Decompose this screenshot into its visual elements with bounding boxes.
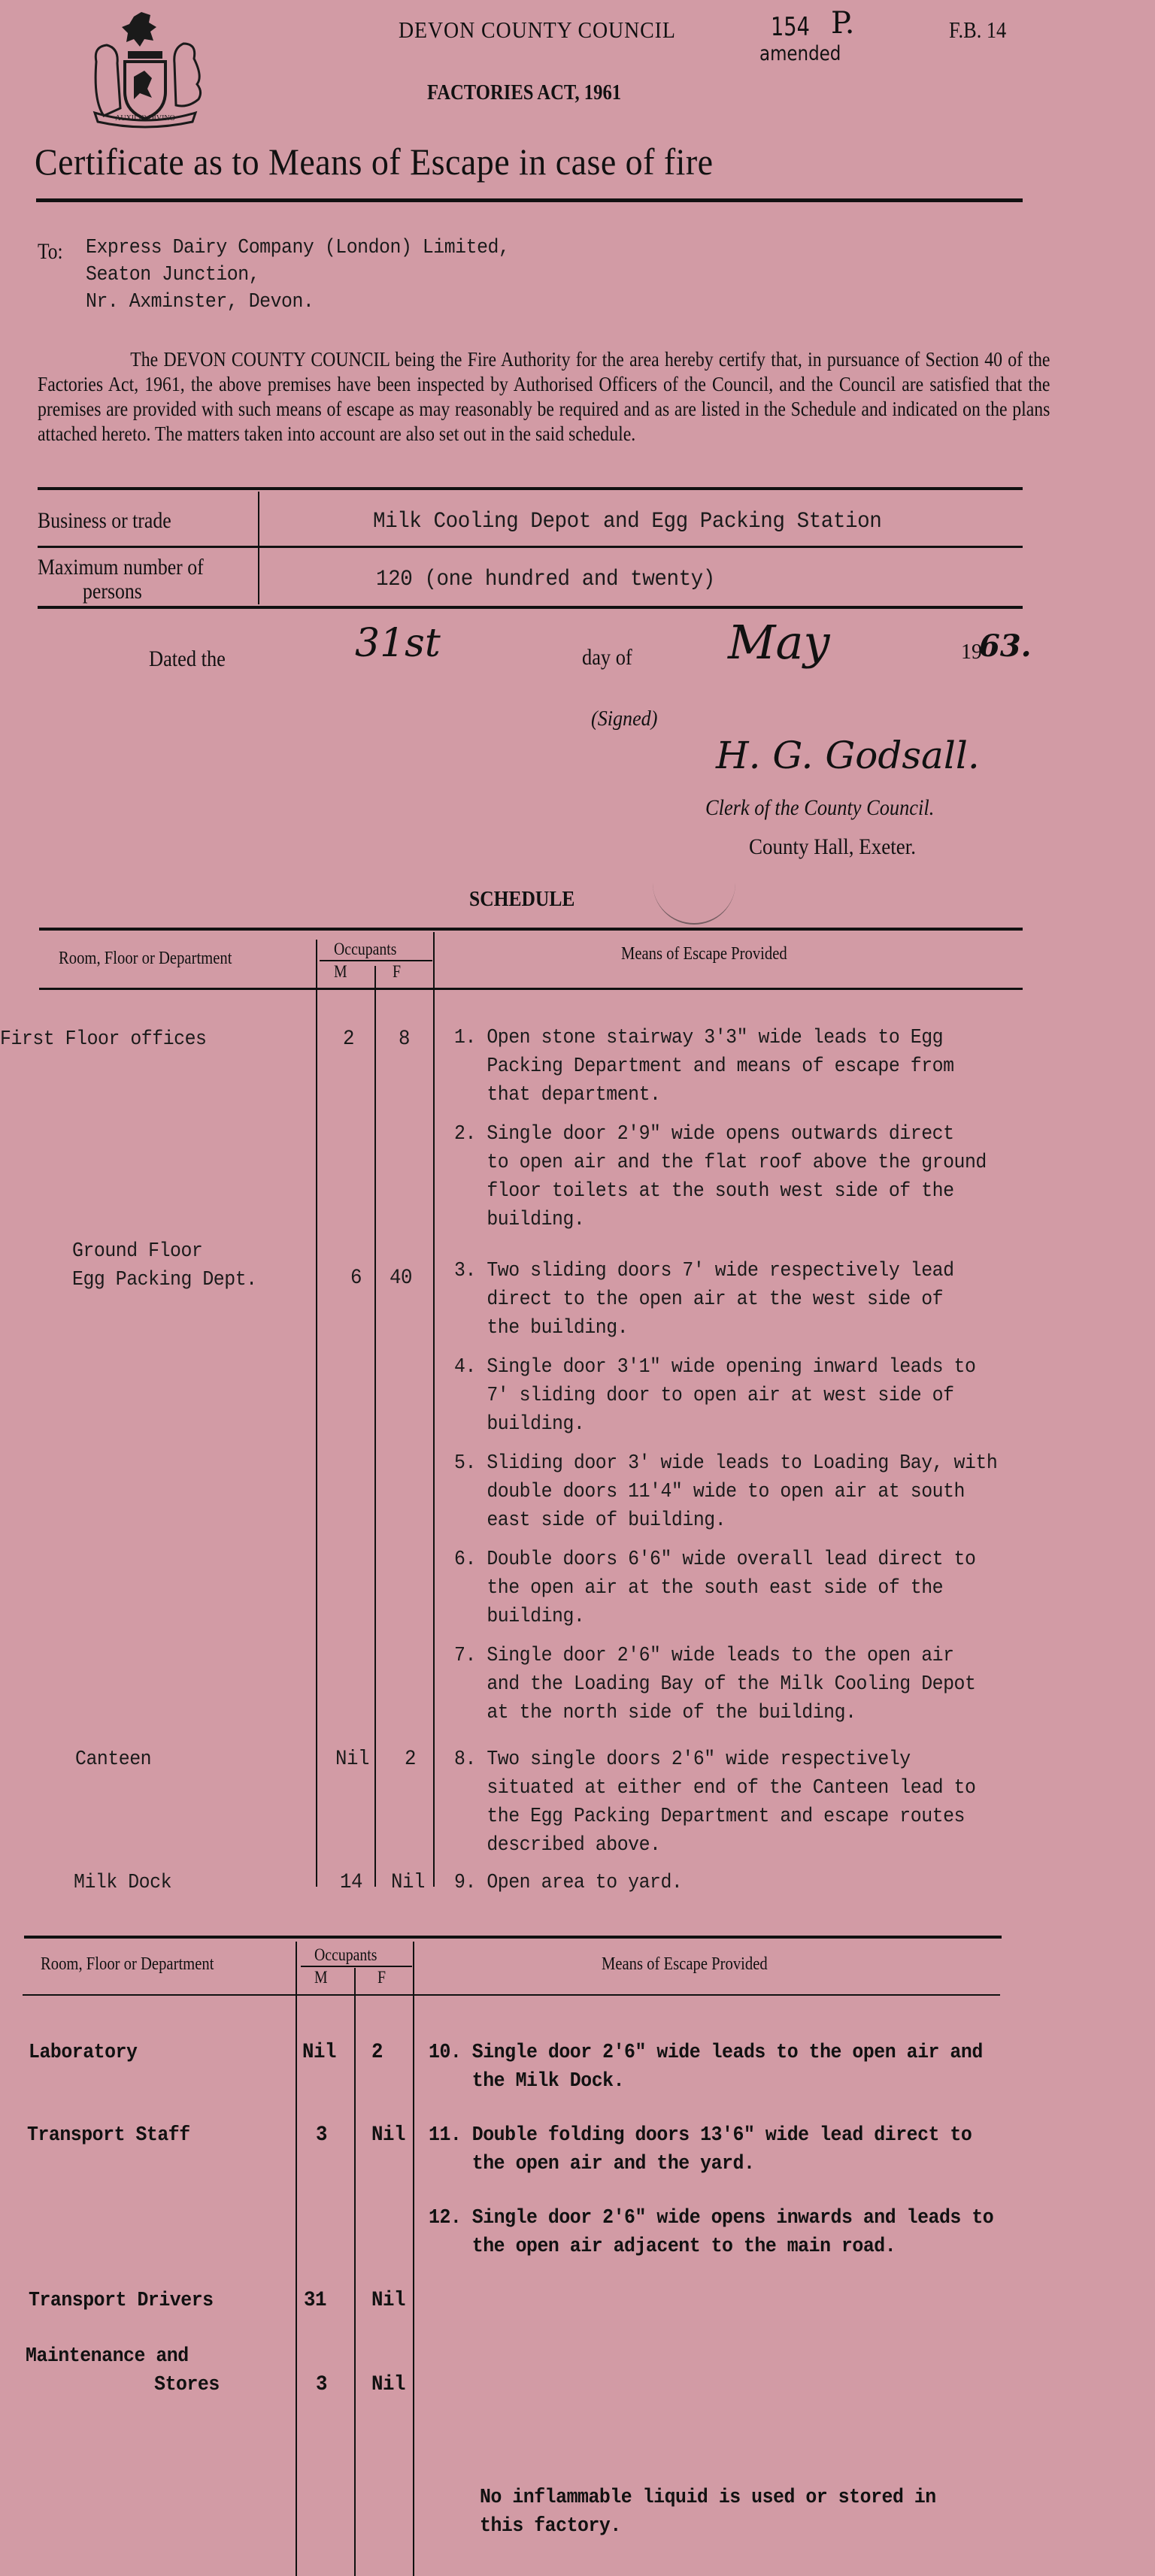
occupants-rule [320,960,432,961]
col-header-f: F [377,1968,387,1987]
max-persons-label-2: persons [83,579,142,604]
means-item-1: 1. Open stone stairway 3'3" wide leads to Egg Packing Department and means of escape from that department. [454,1027,954,1106]
means-item-9: 9. Open area to yard. [454,1872,683,1894]
embossed-seal-icon [653,870,735,925]
means-item-3: 3. Two sliding doors 7' wide respectively lead direct to the open air at the west side of the building. [454,1260,954,1339]
schedule2-header-rule [23,1994,1000,1996]
occ-f: 8 [399,1028,411,1051]
col-divider-mf [374,966,376,1887]
reference-mark: P. [831,6,855,41]
occ-m: 6 [350,1267,362,1290]
room-laboratory: Laboratory [29,2042,138,2064]
col-header-occupants: Occupants [334,940,397,958]
room-first-floor: First Floor offices [0,1028,207,1051]
means-item-5: 5. Sliding door 3' wide leads to Loading Bay, with double doors 11'4" wide to open air at south east side of building. [454,1452,998,1532]
signature: H. G. Godsall. [716,734,980,777]
schedule-header-rule [39,988,1023,990]
room-transport-drivers: Transport Drivers [29,2290,214,2312]
signatory-role: Clerk of the County Council. [705,795,935,820]
room-ground-floor: Ground Floor Egg Packing Dept. [72,1240,257,1291]
occ-m: 14 [340,1871,363,1894]
details-divider [258,492,259,604]
occ-f: Nil [371,2123,406,2147]
means-item-6: 6. Double doors 6'6" wide overall lead direct to the open air at the south east side of the building. [454,1548,976,1628]
occ-m: 2 [343,1028,355,1051]
schedule2-top-rule [24,1936,1002,1939]
form-code: F.B. 14 [949,17,1007,43]
occ-f: Nil [371,2289,406,2312]
room-maintenance-stores: Maintenance and Stores [26,2345,220,2396]
signed-label: (Signed) [591,707,658,731]
col-header-room: Room, Floor or Department [59,949,232,968]
occ-m: Nil [335,1748,370,1771]
col-header-means: Means of Escape Provided [602,1954,768,1974]
occupants-rule [301,1966,412,1967]
col-header-m: M [314,1968,328,1987]
means-item-12: 12. Single door 2'6" wide opens inwards and leads to the open air adjacent to the main road. [429,2207,994,2258]
col-divider-room [316,940,317,1887]
occ-m: 31 [304,2289,327,2312]
col-header-f: F [393,962,402,981]
details-top-rule [38,487,1023,490]
dated-day: 31st [355,621,441,666]
reference-number: 154 [771,12,810,42]
occ-f: 2 [371,2041,383,2064]
col-header-room: Room, Floor or Department [41,1954,214,1974]
title-rule [36,198,1023,202]
col-header-occupants: Occupants [314,1945,377,1964]
year-prefix: 19 [961,640,982,664]
means-item-11: 11. Double folding doors 13'6" wide lead direct to the open air and the yard. [429,2124,972,2175]
occ-m: 3 [316,2373,328,2396]
col-header-m: M [334,962,347,981]
svg-text:AUXILIO DIVINO: AUXILIO DIVINO [115,114,175,123]
room-transport-staff: Transport Staff [27,2124,190,2147]
act-heading: FACTORIES ACT, 1961 [427,81,622,104]
occ-f: 40 [390,1267,413,1290]
signatory-address: County Hall, Exeter. [749,834,916,859]
business-label: Business or trade [38,508,171,533]
page-title: Certificate as to Means of Escape in case of fire [35,141,714,183]
schedule-top-rule [39,928,1023,931]
means-item-4: 4. Single door 3'1" wide opening inward leads to 7' sliding door to open air at west side of building. [454,1356,976,1436]
means-item-10: 10. Single door 2'6" wide leads to the open air and the Milk Dock. [429,2042,983,2093]
means-item-7: 7. Single door 2'6" wide leads to the open air and the Loading Bay of the Milk Cooling Depot at the north side of the building. [454,1645,976,1724]
col-divider-means [413,1942,414,2576]
occ-m: Nil [302,2041,337,2064]
col-divider-mf [354,1968,356,2576]
inflammable-note: No inflammable liquid is used or stored in this factory. [480,2487,936,2538]
certification-text: The DEVON COUNTY COUNCIL being the Fire Authority for the area hereby certify that, in pursuance of Section 40 of the Factories Act, 1961, the above premises have been inspected by Authorised Officers of the Council, and the Council are satisfied that the premises are provided with such means of escape as may reasonably be required and as are listed in the Schedule and indicated on the plans attached hereto. The matters taken into account are also set out in the said schedule. [38,348,1050,445]
dated-month: May [728,615,830,670]
recipient-address: Express Dairy Company (London) Limited, Seaton Junction, Nr. Axminster, Devon. [86,237,510,313]
occ-m: 3 [316,2123,328,2147]
schedule-title: SCHEDULE [469,887,575,911]
recipient-label: To: [38,239,63,264]
council-name: DEVON COUNTY COUNCIL [399,17,676,43]
col-divider-room [296,1942,297,2576]
col-divider-means [433,932,435,1887]
county-crest-icon [81,9,209,129]
amended-note: amended [759,42,841,65]
occ-f: Nil [391,1871,426,1894]
room-canteen: Canteen [75,1748,152,1771]
business-value: Milk Cooling Depot and Egg Packing Station [373,509,882,534]
means-item-2: 2. Single door 2'9" wide opens outwards direct to open air and the flat roof above the ground floor toilets at the south west side of the building. [454,1123,987,1231]
means-item-8: 8. Two single doors 2'6" wide respectively situated at either end of the Canteen lead to the Egg Packing Department and escape routes described above. [454,1748,976,1857]
max-persons-label: Maximum number of [38,555,204,580]
details-mid-rule [38,546,1023,548]
occ-f: Nil [371,2373,406,2396]
day-of-label: day of [582,645,632,670]
max-persons-value: 120 (one hundred and twenty) [376,567,715,592]
details-bottom-rule [38,606,1023,609]
dated-label: Dated the [149,646,226,671]
occ-f: 2 [405,1748,417,1771]
col-header-means: Means of Escape Provided [621,944,787,964]
room-milk-dock: Milk Dock [74,1872,172,1894]
year-suffix: 63. [979,628,1032,664]
